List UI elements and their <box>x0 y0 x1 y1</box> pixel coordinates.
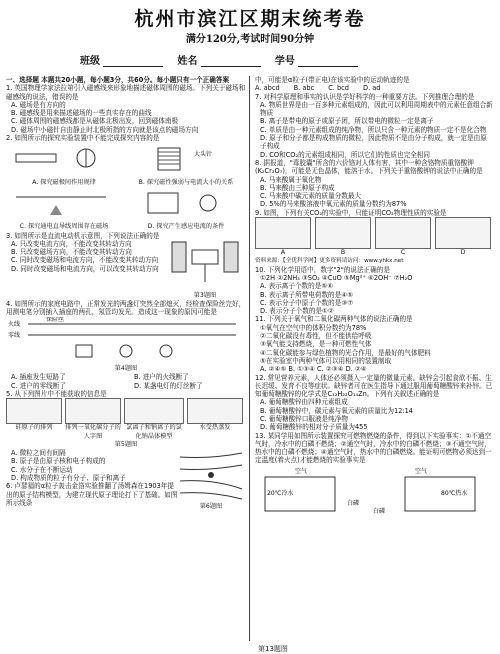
left-column <box>6 76 246 512</box>
pin-note: 大头针 <box>194 151 213 159</box>
q2-fig-a <box>6 142 122 187</box>
wire-compass-figure-icon <box>6 187 122 221</box>
nacl-crystal-image <box>124 398 184 424</box>
q11-item-2: ②二氧化碳没有毒性，但不能供给呼吸 <box>260 332 372 341</box>
phosphorus-experiment-figure <box>255 465 491 515</box>
q3-caption: 第3题图 <box>193 291 217 299</box>
q5-pic-label-1: 硅原子的排列 <box>15 424 53 432</box>
q6-caption: 第6题图 <box>199 503 223 511</box>
q3-option-c: C. 同时改变磁场和电流方向，不能改变其转动方向 <box>11 256 159 265</box>
co2-exp-d-image <box>435 217 491 249</box>
q4-option-d: D. 某盏电灯的灯丝断了 <box>134 381 203 390</box>
fuse-label: 保险丝 <box>46 316 65 323</box>
q2-label-a: A. 探究磁极间作用规律 <box>32 178 96 186</box>
section-heading: 一、选择题 本题共20小题，每小题3分，共60分。每小题只有一个正确答案 <box>6 76 230 84</box>
q2-figures-top <box>6 142 246 187</box>
magnet-figure-icon <box>6 142 122 176</box>
q6-option-d: D. ad <box>363 84 381 93</box>
exam-title: 杭州市滨江区期末统考卷 <box>134 8 366 30</box>
q3-option-a: A. 只改变电流方向，不能改变其转动方向 <box>11 239 132 248</box>
exam-subtitle: 满分120分,考试时间90分钟 <box>185 34 315 45</box>
neutral-wire-label: 零线 <box>8 331 21 339</box>
q7-option-d: D. 原子和分子都是构成物质的微粒，因此物质不是由分子构成，就一定是由原子构成 <box>260 134 487 151</box>
water-evaporation-image <box>187 398 243 424</box>
q3-option-d: D. 同时改变磁场和电流方向，可以改变其转动方向 <box>11 264 159 273</box>
q6-option-c: C. bcd <box>328 84 349 93</box>
q7-option-b: B. 离子是带电的原子或原子团，所以带电的微粒一定是离子 <box>260 117 434 126</box>
column-divider <box>249 76 250 641</box>
question-8: 8. 据报道，"毒胶囊"所含的六价铬对人体有害，其中一种含铬物质重铬酸钾(K₂Cr₂O₇)，可能是无色晶体，能溶于水。下列关于重铬酸钾的说法中正确的是 <box>255 158 483 176</box>
q6-option-a: A. abcd <box>255 84 280 93</box>
q11-answers: A. ②④⑤ B. ①③④ C. ②③④ D. ②④ <box>260 365 367 374</box>
co2-exp-a-image <box>255 217 311 249</box>
question-3: 3. 如图所示是直流电动机示意图，下列说法正确的是 <box>6 231 160 240</box>
q3-block <box>6 232 246 301</box>
q10-option-a: A. 表示离子个数的是⑤⑥ <box>260 282 334 291</box>
q11-item-4: ④二氧化碳能参与绿色植物的光合作用，是最好的气体肥料 <box>260 348 431 357</box>
name-label: 姓名 <box>177 56 198 67</box>
question-7: 7. 对科学原理和事实的认识是学好科学的一种重要方法。下列推理合理的是 <box>255 92 475 101</box>
right-column <box>255 76 493 517</box>
q9-fig-label-a: A <box>280 249 286 257</box>
q7-option-a: A. 物质世界是由一百多种元素组成的，因此可以利用周期表中的元素任意组合新物质 <box>260 100 493 118</box>
id-field[interactable] <box>298 56 358 67</box>
question-2: 2. 如图所示的探究实验装置中不能完成探究内容的是 <box>6 134 160 143</box>
air-label-left: 空气 <box>295 467 308 475</box>
phosphorus-label-left: 白磷 <box>347 499 360 507</box>
q9-figures <box>255 217 493 257</box>
motor-figure-icon <box>166 232 244 290</box>
q6-option-b: B. abc <box>293 84 315 93</box>
q2-fig-b <box>128 142 244 187</box>
q9-fig-label-d: D <box>460 249 466 257</box>
q5-pic-label-3: 氯离子和钠离子的氯化钠晶体模型 <box>126 424 182 440</box>
air-label-right: 空气 <box>415 467 428 475</box>
name-field[interactable] <box>201 56 261 67</box>
question-6: 6. 卢瑟福的α粒子轰击金箔实验推翻了汤姆森在1903年提出的原子结构模型，为建立现代原子理论打下了基础。如图所示线条 <box>6 482 178 507</box>
q8-option-b: B. 马来酸由三种原子构成 <box>260 183 335 192</box>
live-wire-label: 火线 <box>8 320 21 328</box>
question-12: 12. 常见营养元素，人体还必须摄入一定量的微量元素。缺锌会引起食欲不振、生长迟缓、发育不良等症状。缺锌者可在医生指导下通过服用葡萄糖酸锌来补锌。已知葡萄糖酸锌的化学式是C₁₂H₂₂O₁₄Zn。下列有关叙述正确的是 <box>255 373 493 399</box>
question-6-continued: 中，可能是α粒子(带正电)在该实验中的运动轨迹的是 <box>255 76 410 84</box>
q2-figures-bottom <box>6 187 246 232</box>
q9-fig-label-c: C <box>400 249 406 257</box>
q13-caption: 第13题图 <box>258 645 288 653</box>
q4-option-c: C. 进户的零线断了 <box>11 381 66 390</box>
question-4: 4. 如图所示的家庭电路中，正常发光的两盏灯突然全部熄灭，经检查保险丝完好，用测电笔分别插入插座的两孔，氖管均发光。造成这一现象的原因可能是 <box>6 300 246 317</box>
q10-items: ①2H ②2NH₃ ③SO₂ ④CuO ⑤Mg²⁺ ⑥2OH⁻ ⑦H₂O <box>260 273 413 282</box>
q5-caption: 第5题图 <box>114 440 138 448</box>
student-info-row <box>80 52 358 67</box>
q7-option-e: D. CO和CO₂的元素组成相同，所以它们的性质也完全相同 <box>260 150 430 159</box>
q5-option-d: D. 构成物质的粒子有分子、原子和离子 <box>11 474 126 483</box>
q2-fig-d <box>128 187 244 232</box>
q3-option-b: B. 只改变磁场方向，不能改变其转动方向 <box>11 248 132 257</box>
q2-fig-c <box>6 187 122 232</box>
q1-option-d: D. 磁场中小磁针自由静止时北极所指的方向就是该点的磁场方向 <box>11 125 199 134</box>
q2-label-d: D. 探究产生感应电流的条件 <box>147 223 225 231</box>
q2-label-b: B. 探究磁性强弱与电流大小的关系 <box>138 178 234 186</box>
household-circuit-figure <box>6 317 242 363</box>
q9-fig-label-b: B <box>340 249 346 257</box>
question-11: 11. 下列关于氧气和二氧化碳两种气体的说法正确的是 <box>255 315 413 324</box>
q12-option-c: C. 葡萄糖酸锌口服液是纯净物 <box>260 414 348 423</box>
q8-option-a: A. 马来酸属于氧化物 <box>260 175 322 184</box>
cold-water-label: 20℃冷水 <box>267 489 294 497</box>
question-9: 9. 如图，下列有关CO₂的实验中，只能证明CO₂物理性质的实验是 <box>255 208 447 217</box>
q4-option-b: B. 进户的火线断了 <box>134 373 189 382</box>
q8-option-d: D. 5%的马来酸溶液中氧元素的质量分数约为87% <box>260 200 407 209</box>
q12-option-d: D. 葡萄糖酸锌的相对分子质量为455 <box>260 423 368 432</box>
q8-option-c: C. 马来酸中碳元素的质量分数最大 <box>260 192 362 201</box>
class-label: 班级 <box>80 56 100 67</box>
q1-option-a: A. 磁场是有方向的 <box>11 100 66 109</box>
q10-option-c: C. 表示分子中原子个数的是③⑦ <box>260 298 354 307</box>
co2-exp-b-image <box>315 217 371 249</box>
q10-option-d: D. 表示分子个数的是①② <box>260 307 334 316</box>
q11-item-3: ③氧气能支持燃烧，是一种可燃性气体 <box>260 340 372 349</box>
class-field[interactable] <box>103 56 163 67</box>
electromagnet-figure-icon <box>128 142 244 176</box>
q12-option-a: A. 葡萄糖酸锌由四种元素组成 <box>260 398 348 407</box>
question-1: 1. 英国物理学家法拉第引入磁感线来形象地描述磁体周围的磁场。下列关于磁场和磁感线的说法，错误的是 <box>6 84 246 101</box>
q11-item-1: ①氧气在空气中的体积分数约为78% <box>260 323 367 332</box>
q5-option-b: B. 原子是由原子核和电子构成的 <box>11 457 106 466</box>
q12-option-b: B. 葡萄糖酸锌中，碳元素与氧元素的质量比为12:14 <box>260 406 413 415</box>
q4-caption: 第4题图 <box>114 365 138 373</box>
question-13: 13. 某同学用如图所示装置探究可燃物燃烧的条件，得到以下实验事实：①不通空气时，冷水中的白磷不燃烧；②通空气时，冷水中的白磷不燃烧；③不通空气时，热水中的白磷不燃烧；④通空气时，热水中的白磷燃烧。能证明可燃物必须达到一定温度(着火点)才能燃烧的实验事实是 <box>255 431 492 465</box>
co-molecules-image <box>65 398 121 424</box>
silicon-atoms-image <box>6 398 62 424</box>
q5-pic-label-4: 水受热蒸发 <box>199 424 231 432</box>
q1-option-b: B. 磁感线是用来描述磁场的一些真实存在的曲线 <box>11 109 152 118</box>
q11-item-5: ⑤在实验室中两种气体可以用相同的装置制取 <box>260 356 392 365</box>
alpha-trajectory-figure <box>178 449 244 501</box>
q5-pictures <box>6 398 246 441</box>
co2-exp-c-image <box>375 217 431 249</box>
q5-pic-label-2: 排列一氧化碳分子的人字图 <box>65 424 121 440</box>
q7-option-c: C. 单质是由一种元素组成的纯净物，所以只含一种元素的物质一定不是化合物 <box>260 125 487 134</box>
q5-option-a: A. 微粒之间有间隔 <box>11 449 66 458</box>
q4-option-a: A. 插座发生短路了 <box>11 373 66 382</box>
hot-water-label: 80℃热水 <box>441 489 468 497</box>
q2-label-c: C. 探究通电直导线周围存在磁场 <box>19 223 109 231</box>
phosphorus-label-right: 白磷 <box>373 507 386 515</box>
question-5: 5. 从下列图片中不能获取的信息是 <box>6 389 107 398</box>
id-label: 学号 <box>274 56 295 67</box>
q10-option-b: B. 表示离子所带电荷数的是④⑤ <box>260 290 354 299</box>
source-watermark: 资料来源：【全优科学网】更多资料请访问：www.yhkx.net <box>255 258 404 265</box>
question-10: 10. 下列化学用语中，数字"2"的说法正确的是 <box>255 265 390 274</box>
induction-figure-icon <box>128 187 244 221</box>
q5-option-c: C. 水分子在不断运动 <box>11 465 73 474</box>
q1-option-c: C. 磁体周围的磁感线都是从磁体北极出发，回到磁体南极 <box>11 117 179 126</box>
